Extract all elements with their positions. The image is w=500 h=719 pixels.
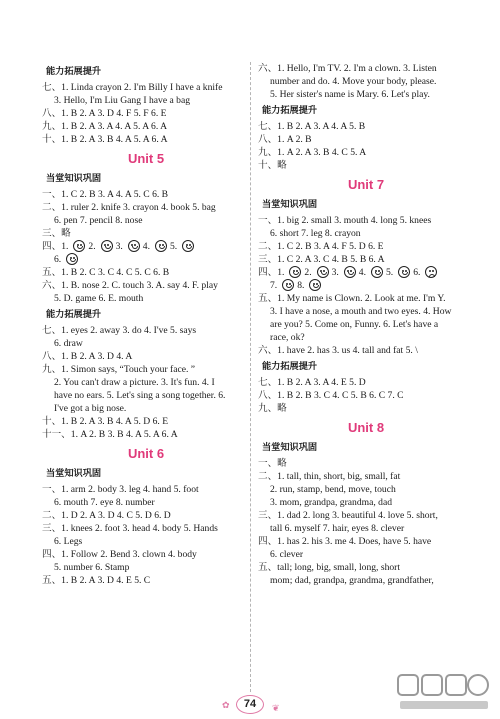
item-number: 6. bbox=[54, 254, 62, 265]
answer-line: 六、1. have 2. has 3. us 4. tall and fat 5. \ bbox=[258, 345, 418, 356]
section-heading: 当堂知识巩固 bbox=[46, 468, 102, 479]
item-number: 3. bbox=[331, 267, 339, 278]
answer-line: mom; dad, grandpa, grandma, grandfather, bbox=[270, 575, 434, 586]
answer-line: 二、1. C 2. B 3. A 4. F 5. D 6. E bbox=[258, 241, 384, 252]
answer-line: 四、1. Follow 2. Bend 3. clown 4. body bbox=[42, 549, 197, 560]
answer-line: 十、1. B 2. A 3. B 4. A 5. D 6. E bbox=[42, 416, 169, 427]
answer-line: 6. pen 7. pencil 8. nose bbox=[54, 215, 143, 226]
answer-line: have no ears. 5. Let's sing a song together. 6. bbox=[54, 390, 226, 401]
answer-line: 6. short 7. leg 8. crayon bbox=[270, 228, 361, 239]
item-number: 1. bbox=[277, 267, 285, 278]
answer-line: 三、1. C 2. A 3. C 4. B 5. B 6. A bbox=[258, 254, 385, 265]
answer-line: 6. draw bbox=[54, 338, 83, 349]
item-number: 5. bbox=[386, 267, 394, 278]
answer-line: race, ok? bbox=[270, 332, 305, 343]
unit-heading: Unit 6 bbox=[127, 446, 165, 461]
question-number: 四、 bbox=[258, 267, 278, 278]
answer-line: 十、略 bbox=[258, 160, 287, 171]
smiley-face-icon bbox=[155, 240, 167, 252]
answer-line: 5. Her sister's name is Mary. 6. Let's play. bbox=[270, 89, 430, 100]
page-number: 74 bbox=[232, 694, 268, 714]
item-number: 4. bbox=[142, 241, 150, 252]
item-number: 2. bbox=[304, 267, 312, 278]
smiley-face-icon bbox=[101, 240, 113, 252]
watermark-logo-icon bbox=[394, 671, 494, 715]
leaf-decoration-icon: ❦ bbox=[272, 703, 280, 713]
answer-line: 6. Legs bbox=[54, 536, 83, 547]
answer-line: number and do. 4. Move your body, please. bbox=[270, 76, 437, 87]
answer-line: 5. number 6. Stamp bbox=[54, 562, 130, 573]
item-number: 8. bbox=[297, 280, 305, 291]
smiley-face-icon bbox=[128, 240, 140, 252]
answer-line: 一、1. arm 2. body 3. leg 4. hand 5. foot bbox=[42, 484, 199, 495]
sad-face-icon bbox=[425, 266, 437, 278]
answer-line: 七、1. Linda crayon 2. I'm Billy I have a knife bbox=[42, 82, 223, 93]
unit-heading: Unit 5 bbox=[127, 151, 165, 166]
question-number: 四、 bbox=[42, 241, 62, 252]
column-divider bbox=[250, 62, 251, 692]
section-heading: 当堂知识巩固 bbox=[46, 173, 102, 184]
item-number: 4. bbox=[358, 267, 366, 278]
smiley-face-icon bbox=[344, 266, 356, 278]
answer-line: 七、1. B 2. A 3. A 4. E 5. D bbox=[258, 377, 366, 388]
answer-line: 3. mom, grandpa, grandma, dad bbox=[270, 497, 393, 508]
section-heading: 能力拓展提升 bbox=[262, 105, 318, 116]
answer-line: 三、1. knees 2. foot 3. head 4. body 5. Hands bbox=[42, 523, 218, 534]
answer-line: are you? 5. Come on, Funny. 6. Let's have a bbox=[270, 319, 439, 330]
answer-line: 三、1. dad 2. long 3. beautiful 4. love 5. short, bbox=[258, 510, 438, 521]
left-column bbox=[42, 62, 250, 587]
answer-line: 十、1. B 2. A 3. B 4. A 5. A 6. A bbox=[42, 134, 168, 145]
answer-line: 2. You can't draw a picture. 3. It's fun. 4. I bbox=[54, 377, 215, 388]
answer-line: 五、1. B 2. C 3. C 4. C 5. C 6. B bbox=[42, 267, 170, 278]
item-number: 3. bbox=[115, 241, 123, 252]
flower-decoration-icon: ✿ bbox=[222, 700, 230, 710]
item-number: 1. bbox=[61, 241, 69, 252]
item-number: 5. bbox=[170, 241, 178, 252]
answer-line: 八、1. B 2. A 3. D 4. F 5. F 6. E bbox=[42, 108, 167, 119]
answer-line: 5. D. game 6. E. mouth bbox=[54, 293, 144, 304]
right-column bbox=[258, 62, 474, 587]
answer-line: 一、1. big 2. small 3. mouth 4. long 5. knees bbox=[258, 215, 432, 226]
section-heading: 当堂知识巩固 bbox=[262, 199, 318, 210]
answer-line: 九、1. A 2. A 3. B 4. C 5. A bbox=[258, 147, 367, 158]
smiley-face-icon bbox=[282, 279, 294, 291]
answer-line: 七、1. eyes 2. away 3. do 4. I've 5. says bbox=[42, 325, 197, 336]
unit-heading: Unit 7 bbox=[347, 177, 385, 192]
unit-heading: Unit 8 bbox=[347, 420, 385, 435]
answer-line: 九、1. B 2. A 3. A 4. A 5. A 6. A bbox=[42, 121, 168, 132]
answer-line: 6. mouth 7. eye 8. number bbox=[54, 497, 155, 508]
section-heading: 能力拓展提升 bbox=[262, 361, 318, 372]
answer-line: 九、略 bbox=[258, 403, 287, 414]
answer-line: 二、1. tall, thin, short, big, small, fat bbox=[258, 471, 401, 482]
answer-line: 六、1. B. nose 2. C. touch 3. A. say 4. F. play bbox=[42, 280, 218, 291]
answer-line: 五、tall; long, big, small, long, short bbox=[258, 562, 401, 573]
answer-line: 四、1. has 2. his 3. me 4. Does, have 5. have bbox=[258, 536, 432, 547]
item-number: 6. bbox=[413, 267, 421, 278]
smiley-face-icon bbox=[289, 266, 301, 278]
smiley-face-icon bbox=[66, 253, 78, 265]
answer-line: 3. Hello, I'm Liu Gang I have a bag bbox=[54, 95, 190, 106]
answer-line: 六、1. Hello, I'm TV. 2. I'm a clown. 3. Listen bbox=[258, 63, 437, 74]
answer-line: 八、1. A 2. B bbox=[258, 134, 312, 145]
face-answer-row bbox=[258, 279, 474, 292]
answer-line: 八、1. B 2. B 3. C 4. C 5. B 6. C 7. C bbox=[258, 390, 404, 401]
answer-line: 3. I have a nose, a mouth and two eyes. 4. How bbox=[270, 306, 452, 317]
answer-line: 一、1. C 2. B 3. A 4. A 5. C 6. B bbox=[42, 189, 169, 200]
answer-line: 二、1. ruler 2. knife 3. crayon 4. book 5. bag bbox=[42, 202, 216, 213]
smiley-face-icon bbox=[371, 266, 383, 278]
smiley-face-icon bbox=[309, 279, 321, 291]
section-heading: 当堂知识巩固 bbox=[262, 442, 318, 453]
section-heading: 能力拓展提升 bbox=[46, 309, 102, 320]
answer-line: 2. run, stamp, bend, move, touch bbox=[270, 484, 396, 495]
answer-line: tall 6. myself 7. hair, eyes 8. clever bbox=[270, 523, 405, 534]
smiley-face-icon bbox=[73, 240, 85, 252]
answer-line: 九、1. Simon says, “Touch your face. ” bbox=[42, 364, 196, 375]
face-answer-row bbox=[258, 266, 474, 279]
section-heading: 能力拓展提升 bbox=[46, 66, 102, 77]
smiley-face-icon bbox=[317, 266, 329, 278]
answer-line: 二、1. D 2. A 3. D 4. C 5. D 6. D bbox=[42, 510, 171, 521]
answer-line: I've got a big nose. bbox=[54, 403, 127, 414]
answer-line: 一、略 bbox=[258, 458, 287, 469]
smiley-face-icon bbox=[398, 266, 410, 278]
answer-line: 五、1. My name is Clown. 2. Look at me. I'm Y. bbox=[258, 293, 446, 304]
answer-line: 十一、1. A 2. B 3. B 4. A 5. A 6. A bbox=[42, 429, 178, 440]
face-answer-row bbox=[42, 240, 250, 253]
answer-line: 八、1. B 2. A 3. D 4. A bbox=[42, 351, 133, 362]
item-number: 7. bbox=[270, 280, 278, 291]
answer-line: 七、1. B 2. A 3. A 4. A 5. B bbox=[258, 121, 366, 132]
smiley-face-icon bbox=[182, 240, 194, 252]
answer-line: 五、1. B 2. A 3. D 4. E 5. C bbox=[42, 575, 151, 586]
item-number: 2. bbox=[88, 241, 96, 252]
answer-line: 三、略 bbox=[42, 228, 71, 239]
answer-line: 6. clever bbox=[270, 549, 304, 560]
face-answer-row bbox=[42, 253, 250, 266]
